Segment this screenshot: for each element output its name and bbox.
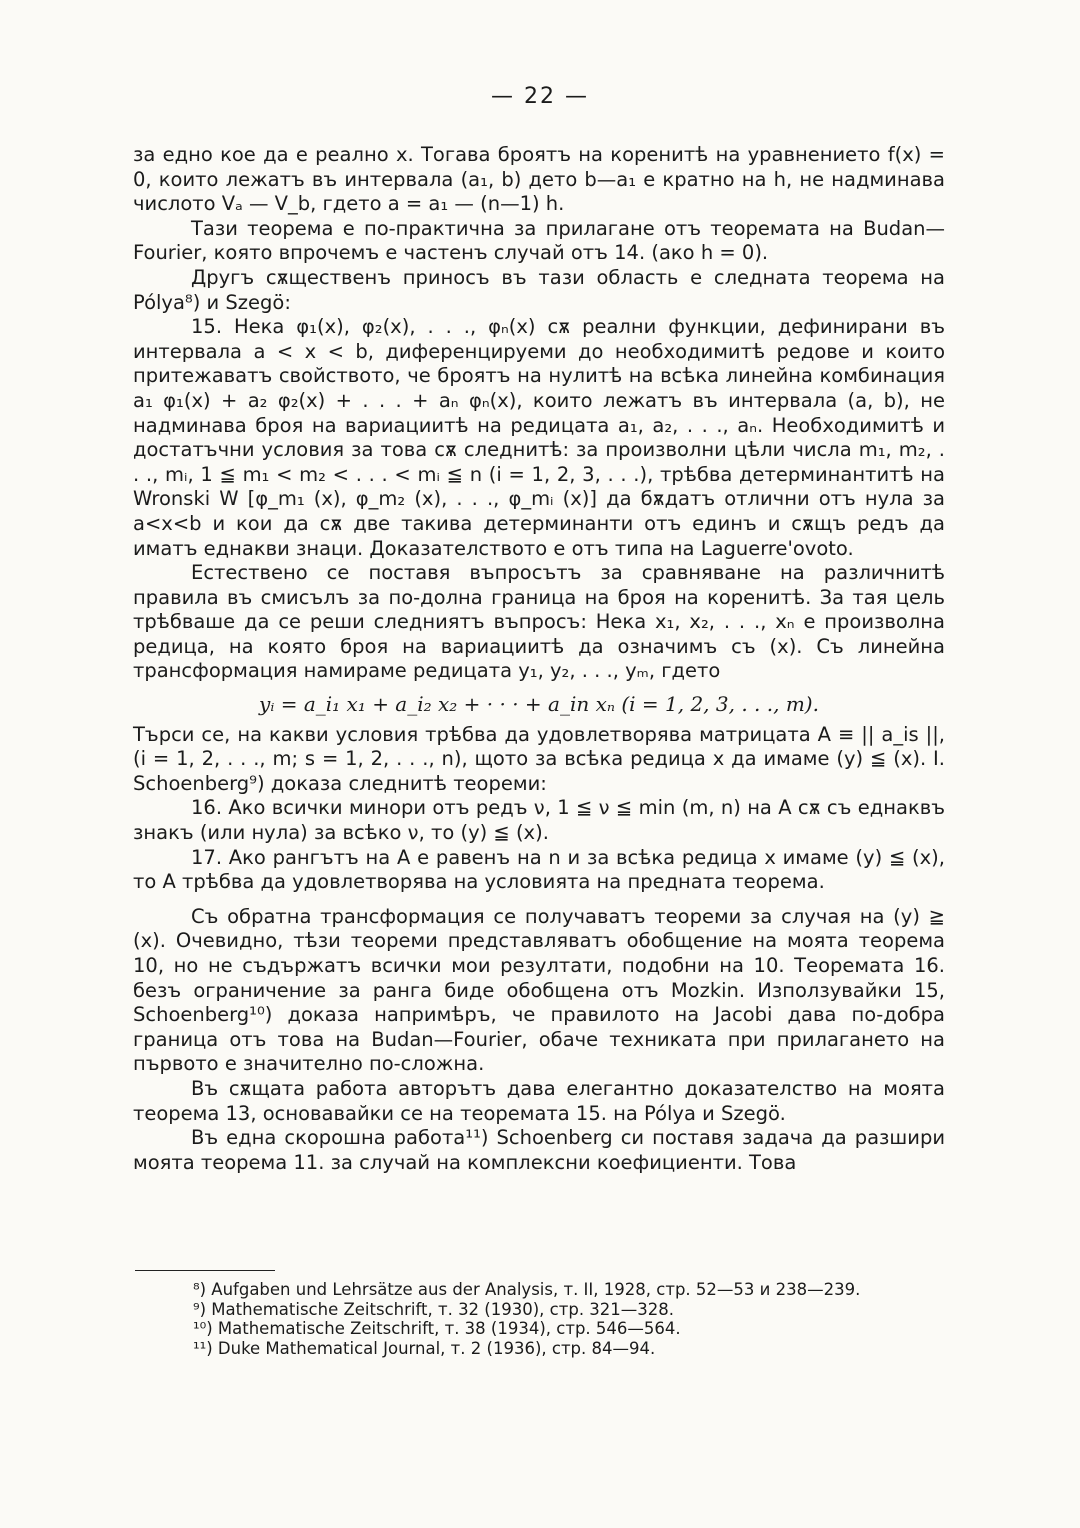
paragraph-continuation: за едно кое да е реално x. Тогава броятъ на коренитѣ на уравнението f(x) = 0, които лежатъ въ интервала (a₁, b) дето b—a₁ е кратно на h, не надминава числото Vₐ — V_b, гдето a = a₁ — (n—1) h. bbox=[133, 143, 945, 216]
paragraph-recent-work: Въ една скорошна работа¹¹) Schoenberg си поставя задача да разшири моята теорема 11. за случай на комплексни коефициенти. Това bbox=[133, 1126, 945, 1174]
theorem-17: 17. Ако рангътъ на A е равенъ на n и за всѣка редица x имаме (y) ≦ (x), то A трѣбва да удовлетворява на условията на предната теорема. bbox=[133, 845, 945, 894]
theorem-16: 16. Ако всички минори отъ редъ ν, 1 ≦ ν ≦ min (m, n) на A сѫ съ еднаквъ знакъ (или нула) за всѣко ν, то (y) ≦ (x). bbox=[133, 796, 945, 845]
footnote-8: ⁸) Aufgaben und Lehrsätze aus der Analysis, т. II, 1928, стр. 52—53 и 238—239. bbox=[193, 1280, 861, 1299]
paragraph-polya-szego: Другъ сѫщественъ приносъ въ тази область е следната теорема на Pólya⁸) и Szegö: bbox=[133, 265, 945, 314]
paragraph-schoenberg-conditions: Търси се, на какви условия трѣбва да удовлетворява матрицата A ≡ || a_is ||, (i = 1, 2, . . ., m; s = 1, 2, . . ., n), щото за всѣка редица x да имаме (y) ≦ (x). I. Schoenberg⁹) доказа следнитѣ теореми: bbox=[133, 722, 945, 795]
paragraph-comparison: Естествено се поставя въпросътъ за сравняване на различнитѣ правила въ смисълъ за по-долна граница на броя на коренитѣ. За тая цель трѣбваше да се реши следниятъ въпросъ: Нека x₁, x₂, . . ., xₙ е произволна редица, на която броя на вариациитѣ да означимъ съ (x). Съ линейна трансформация намираме редицата y₁, y₂, . . ., yₘ, гдето bbox=[133, 561, 945, 683]
paragraph-budan-fourier: Тази теорема е по-практична за прилагане отъ теоремата на Budan—Fourier, която впрочемъ е частенъ случай отъ 14. (ако h = 0). bbox=[133, 216, 945, 265]
paragraph-same-work: Въ сѫщата работа авторътъ дава елегантно доказателство на моята теорема 13, основавайки се на теоремата 15. на Pólya и Szegö. bbox=[133, 1076, 945, 1125]
footnote-divider bbox=[135, 1270, 275, 1271]
linear-transformation-formula: yᵢ = a_i₁ x₁ + a_i₂ x₂ + · · · + a_in xₙ (i = 1, 2, 3, . . ., m). bbox=[259, 692, 819, 717]
footnote-10: ¹⁰) Mathematische Zeitschrift, т. 38 (1934), стр. 546—564. bbox=[193, 1319, 681, 1338]
page-number: — 22 — bbox=[491, 84, 589, 109]
footnotes bbox=[193, 1280, 953, 1358]
theorem-15: 15. Нека φ₁(x), φ₂(x), . . ., φₙ(x) сѫ реални функции, дефинирани въ интервала a < x < b, диференцируеми до необходимитѣ редове и които притежаватъ свойството, че броятъ на нулитѣ на всѣка линейна комбинация a₁ φ₁(x) + a₂ φ₂(x) + . . . + aₙ φₙ(x), които лежатъ въ интервала (a, b), не надминава броя на вариациитѣ на редицата a₁, a₂, . . ., aₙ. Необходимитѣ и достатъчни условия за това сѫ следнитѣ: за произволни цѣли числа m₁, m₂, . . ., mᵢ, 1 ≦ m₁ < m₂ < . . . < mᵢ ≦ n (i = 1, 2, 3, . . .), трѣбва детерминантитѣ на Wronski W [φ_m₁ (x), φ_m₂ (x), . . ., φ_mᵢ (x)] да бѫдатъ отлични отъ нула за a<x<b и кои да сѫ две такива детерминанти отъ единъ и сѫщъ редъ да иматъ еднакви знаци. Доказателството е отъ типа на Laguerre'ovoto. bbox=[133, 315, 945, 560]
footnote-11: ¹¹) Duke Mathematical Journal, т. 2 (1936), стр. 84—94. bbox=[193, 1338, 656, 1358]
paragraph-inverse-transformation: Съ обратна трансформация се получаватъ теореми за случая на (y) ≧ (x). Очевидно, тѣзи теореми представляватъ обобщение на моята теорема 10, но не съдържатъ всички мои резултати, подобни на 10. Теоремата 16. безъ ограничение за ранга биде обобщена отъ Mozkin. Използувайки 15, Schoenberg¹⁰) доказа напримѣръ, че правилото на Jacobi дава по-добра граница отъ това на Budan—Fourier, обаче техниката при прилагането на първото е значително по-сложна. bbox=[133, 904, 945, 1076]
body-text bbox=[133, 143, 945, 1175]
footnote-9: ⁹) Mathematische Zeitschrift, т. 32 (1930), стр. 321—328. bbox=[193, 1299, 675, 1319]
